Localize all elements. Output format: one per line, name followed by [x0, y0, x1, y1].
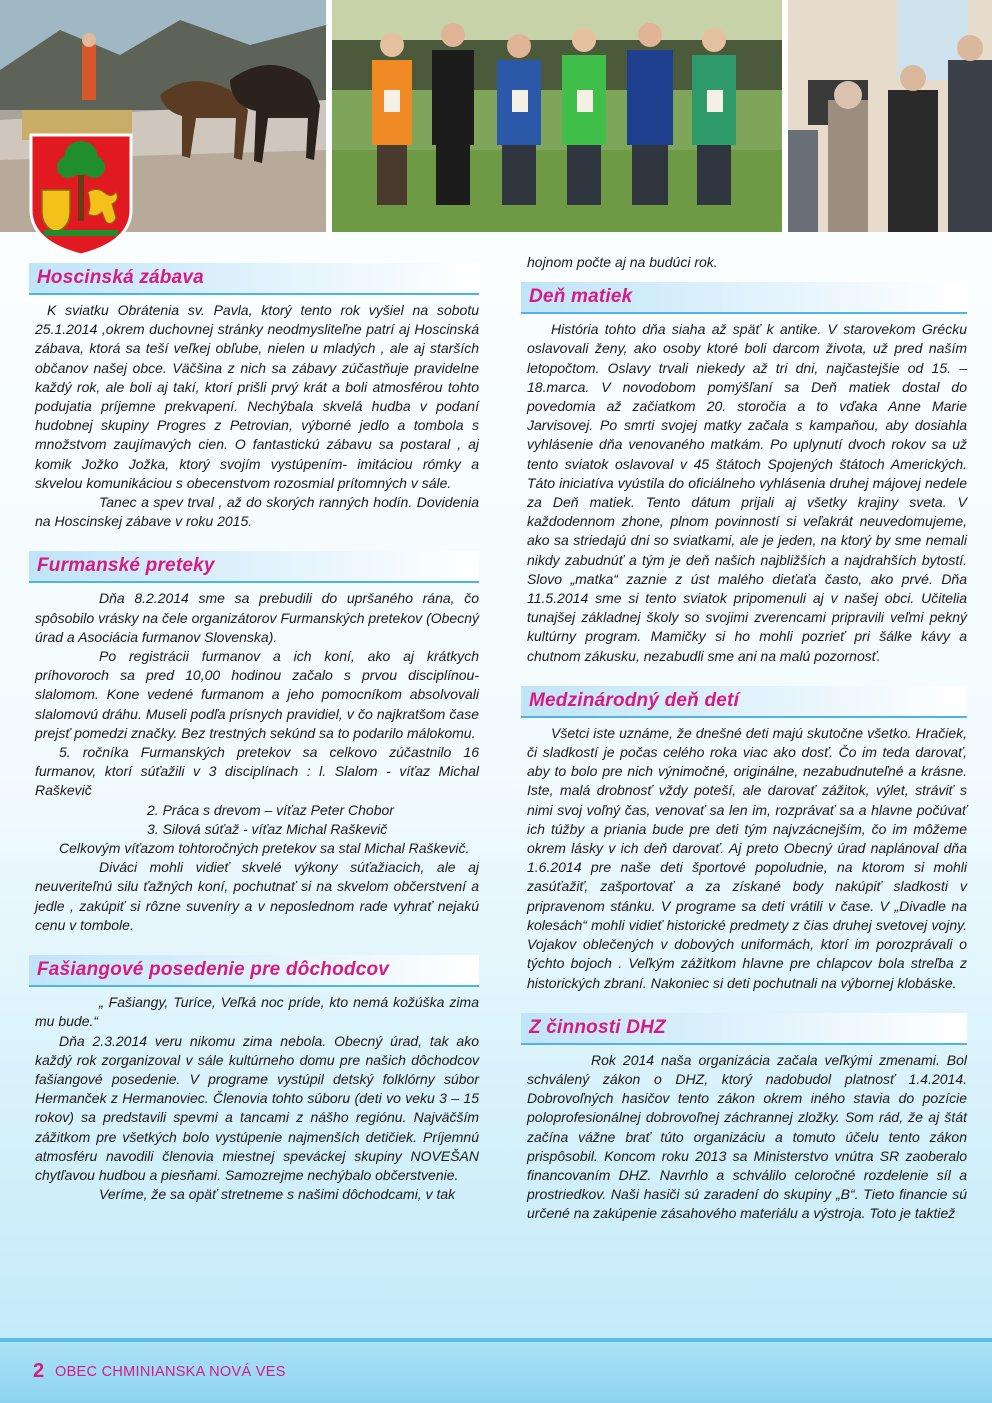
heading-fasiangove: Fašiangové posedenie pre dôchodcov — [29, 955, 479, 987]
hoscinska-paragraph-2: Tanec a spev trval , až do skorých ranných hodín. Dovidenia na Hoscinskej zábave v roku 2015. — [35, 494, 479, 530]
heading-furmanske: Furmanské preteky — [29, 551, 479, 583]
fasiangove-continued: hojnom počte aj na budúci rok. — [527, 254, 718, 270]
furmanske-paragraph-3: 5. ročníka Furmanských pretekov sa celkovo zúčastnilo 16 furmanov, ktorí súťažili v 3 disciplínach : l. Slalom - víťaz Michal Raškevič — [35, 744, 479, 799]
right-column — [527, 253, 967, 1224]
dhz-paragraph: Rok 2014 naša organizácia začala veľkými zmenami. Bol schválený zákon o DHZ, ktorý nadobudol platnosť 1.4.2014. Dobrovoľných hasičov tento zákon okrem iného stavia do pozície poloprofesionálnej dobrovoľnej záchrannej zložky. Som rád, že aj štát začína vážne brať túto organizáciu a tomuto účelu tento zákon prispôsobil. Koncom roku 2013 sa Ministerstvo vnútra SR zaoberalo financovaním DHZ. Navrhlo a schválilo celoročné rozdelenie síl a prostriedkov. Naši hasiči sú zaradení do skupiny „B“. Tieto financie sú určené na zakúpenie zásahového materiálu a výstroja. Toto je taktiež — [527, 1051, 967, 1222]
den-deti-paragraph: Všetci iste uznáme, že dnešné deti majú skutočne všetko. Hračiek, či sladkostí je počas celého roka viac ako dosť. Čo im teda darovať, aby to bolo pre nich výnimočné, originálne, nezabudnuteľné a krásne. Iste, malá drobnosť vždy poteší, ale darovať zážitok, výlet, stráviť s nimi svoj voľný čas, venovať sa len im, rozprávať sa a hlavne počúvať ich túžby a priania bude pre deti tým najvzácnejším, čo im môžeme okrem lásky v ich deň darovať. Aj preto Obecný úrad naplánoval dňa 1.6.2014 pre naše deti športové popoludnie, na ktorom si mohli zasúťažiť, zašportovať a za získané body nakúpiť sladkosti v pripravenom stánku. V programe sa deti vrátili v čase. V „Divadle na kolesách“ mohli vidieť historické predmety z čias druhej svetovej vojny. Vojakov oblečených v dobových uniformách, ktorí im porozprávali o týchto bojoch . Veľkým zážitkom hlavne pre chlapcov bola streľba z historických zbraní. Nakoniec si deti pochutnali na výbornej klobáske. — [527, 724, 967, 991]
furmanske-paragraph-2: Po registrácii furmanov a ich koní, ako aj krátkych príhovoroch sa pred 10,00 hodinou začalo s prvou disciplínou- slalomom. Kone vedené furmanom a jeho pomocníkom absolvovali slalomovú dráhu. Museli podľa prísnych pravidiel, v čo najkratšom čase prejsť pomedzi značky. Bez trestných sekúnd sa to podarilo málokomu. — [35, 648, 479, 741]
fasiangove-paragraph-2: Dňa 2.3.2014 veru nikomu zima nebola. Obecný úrad, tak ako každý rok zorganizoval v sále kultúrneho domu pre našich dôchodcov fašiangové posedenie. V programe vystúpil detský folklórny súbor Hermanček z Hermanoviec. Členovia tohto súboru (deti vo veku 3 – 15 rokov) sa predstavili spevmi a tancami z nášho regiónu. Najväčším zážitkom pre všetkých bolo vystúpenie najmenších detičiek. Príjemnú atmosféru navodili členovia miestnej speváckej skupiny NOVEŠAN chytľavou hudbou a piesňami. Samozrejme nechýbalo občerstvenie. — [35, 1032, 479, 1183]
furmanske-paragraph-7: Diváci mohli vidieť skvelé výkony súťažiacich, ale aj neuveriteľnú silu ťažných koní, pochutnať si na skvelom občerstvení a jedle , zakúpiť si rôzne suveníry a v neposlednom rade vyhrať nejakú cenu v tombole. — [35, 859, 479, 933]
photo-seniors-room — [788, 0, 992, 232]
heading-dhz: Z činnosti DHZ — [521, 1013, 967, 1045]
furmanske-paragraph-6: Celkovým víťazom tohtoročných pretekov sa stal Michal Raškevič. — [59, 840, 470, 857]
furmanske-paragraph-1: Dňa 8.2.2014 sme sa prebudili do upršaného rána, čo spôsobilo vrásky na čele organizátorov Furmanských pretekov (Obecný úrad a Asociácia furmanov Slovenska). — [35, 590, 479, 645]
left-column — [35, 263, 479, 1204]
publication-name: OBEC CHMINIANSKA NOVÁ VES — [55, 1364, 286, 1380]
fasiangove-verse: „ Fašiangy, Turíce, Veľká noc príde, kto nemá kožúška zima mu bude.“ — [35, 994, 479, 1030]
fasiangove-paragraph-3: Veríme, že sa opäť stretneme s našimi dôchodcami, v tak — [99, 1186, 456, 1203]
coat-of-arms-icon — [28, 132, 134, 258]
den-matiek-paragraph: História tohto dňa siaha až späť k antike. V starovekom Grécku oslavovali ženy, ako osoby ktoré boli darcom života, už pred naším letopočtom. Oslavy trvali niekedy až tri dni, najčastejšie od 15. – 18.marca. V novodobom pomýšľaní sa Deň matiek dostal do povedomia až začiatkom 20. storočia a to vďaka Anne Marie Jarvisovej. Po smrti svojej matky začala s kampaňou, aby dosiahla vyhlásenie dňa venovaného matkám. Po uplynutí dvoch rokov sa už tento sviatok oslavoval v 45 štátoch Spojených štátoch Amerických. Táto iniciatíva vyústila do oficiálneho vyhlásenia druhej májovej nedele za Deň matiek. Tento dátum prijali aj všetky krajiny sveta. V každodennom zhone, plnom povinností si veľakrát neuvedomujeme, ako sa striedajú dni so sviatkami, ale je jeden, na ktorý by sme nemali nikdy zabudnúť a tým je deň našich najbližších a najdrahších bytostí. Slovo „matka“ zaznie z úst malého dieťaťa často, ako prvé. Dňa 11.5.2014 sme si tento sviatok pripomenuli aj v našej obci. Učitelia tunajšej základnej školy so svojimi zverencami pripravili veľmi pekný kultúrny program. Mamičky si ho mohli pozrieť pri šálke kávy a chutnom zákusku, nezabudli sme ani na malú pozornosť. — [527, 321, 967, 664]
photo-winners-group — [332, 0, 782, 232]
footer-stripe — [0, 1338, 992, 1342]
furmanske-discipline-2: 2. Práca s drevom – víťaz Peter Chobor — [147, 801, 394, 818]
heading-den-deti: Medzinárodný deň detí — [521, 686, 967, 718]
page-footer — [0, 1338, 992, 1403]
heading-hoscinska: Hoscinská zábava — [29, 263, 479, 295]
heading-den-matiek: Deň matiek — [521, 282, 967, 314]
furmanske-discipline-3: 3. Silová súťaž - víťaz Michal Raškevič — [147, 820, 388, 837]
page-number: 2 — [33, 1360, 45, 1382]
hoscinska-paragraph-1: K sviatku Obrátenia sv. Pavla, ktorý tento rok vyšiel na sobotu 25.1.2014 ,okrem duchovnej stránky neodmysliteľne patrí aj Hoscinská zábava, ktorá sa teší veľkej obľube, nielen u mladých , ale aj starších občanov našej obce. Väčšina z nich sa zábavy zúčastňuje pravidelne každý rok, ale boli aj takí, ktorí prišli prvý krát a boli atmosférou tohto podujatia príjemne prekvapení. Nechýbala skvelá hudba v podaní hudobnej skupiny Progres z Petrovian, výborné jedlo a tombola s množstvom zaujímavých cien. O fantastickú zábavu sa postaral , aj komik Jožko Jožka, ktorý svojím vystúpením- imitáciou rómky a skvelou komunikáciou s obecenstvom rozosmial prítomných v sále. — [35, 302, 479, 491]
